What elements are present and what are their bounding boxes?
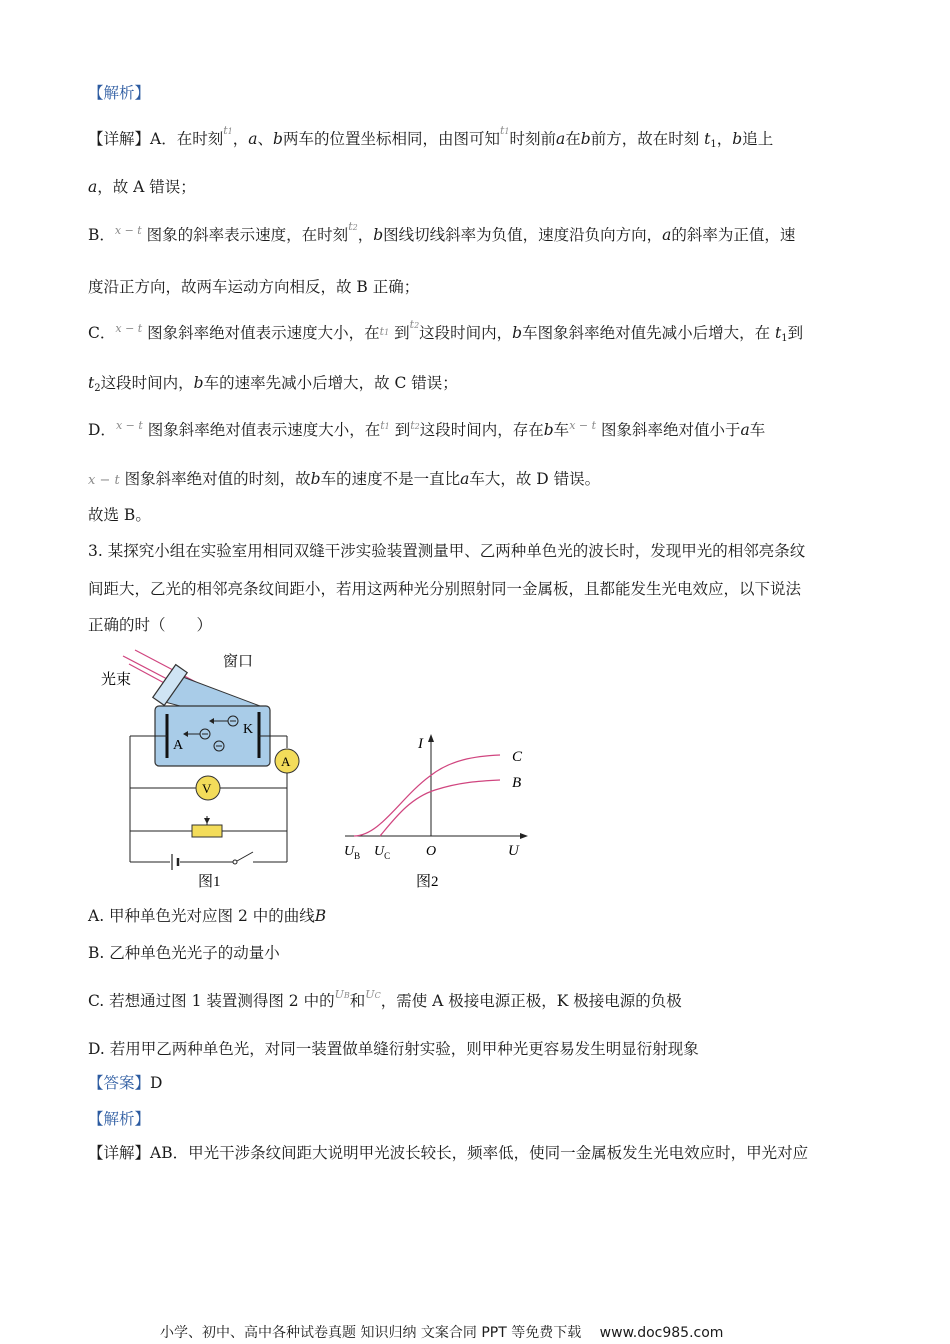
answer: 【答案】D xyxy=(88,1074,163,1092)
i-axis-label: I xyxy=(418,736,423,752)
rheostat xyxy=(192,825,222,837)
option-c: C. 若想通过图 1 装置测得图 2 中的$^{UB}$和$^{UC}$，需使 A 极接电源正极，K 极接电源的负极 xyxy=(88,988,682,1010)
question-3-line-1: 3. 某探究小组在实验室用相同双缝干涉实验装置测量甲、乙两种单色光的波长时，发现甲光的相邻亮条纹 xyxy=(88,542,806,560)
u-axis-label: U xyxy=(508,843,519,859)
para-a-line-1: 【详解】A．在时刻$^{t1}$，a、b两车的位置坐标相同，由图可知$^{t1}$时刻前a在b前方，故在时刻 t1，b追上 xyxy=(88,124,774,150)
figure-1-circuit xyxy=(95,648,310,893)
svg-text:V: V xyxy=(202,781,212,796)
ub-label: $U_B$ xyxy=(344,844,361,861)
xiangjie-tag: 【详解】 xyxy=(88,130,151,148)
para-d-line-2: x − t 图象斜率绝对值的时刻，故b车的速度不是一直比a车大，故 D 错误。 xyxy=(88,470,601,488)
conclusion: 故选 B。 xyxy=(88,506,151,524)
para-d-line-1: D．$^{x - t}$ 图象斜率绝对值表示速度大小，在$^{t1}$ 到$^{t2}$这段时间内，存在b车$^{x - t}$ 图象斜率绝对值小于a车 xyxy=(88,419,766,439)
figure-1-caption: 图1 xyxy=(198,874,221,890)
curve-c xyxy=(354,755,500,836)
para-c-line-1: C．$^{x - t}$ 图象斜率绝对值表示速度大小，在t1 到$^{t2}$这段时间内，b车图象斜率绝对值先减小后增大，在 t1到 xyxy=(88,318,804,344)
anode-label: A xyxy=(173,738,184,753)
jiexi-heading-2: 【解析】 xyxy=(88,1110,151,1128)
svg-text:A: A xyxy=(281,754,291,769)
curve-b-label: B xyxy=(512,775,522,791)
math-t1: t1 xyxy=(223,124,233,137)
origin-label: O xyxy=(426,844,437,859)
para-a-line-2: a，故 A 错误； xyxy=(88,178,196,196)
para-b-line-2: 度沿正方向，故两车运动方向相反，故 B 正确； xyxy=(88,278,420,296)
detail-ab: 【详解】AB．甲光干涉条纹间距大说明甲光波长较长，频率低，使同一金属板发生光电效应时，甲光对应 xyxy=(88,1144,809,1162)
option-b: B. 乙种单色光光子的动量小 xyxy=(88,944,280,962)
question-3-line-3: 正确的时（ ） xyxy=(88,616,213,634)
curve-b xyxy=(380,780,500,836)
window-label: 窗口 xyxy=(223,654,254,670)
curve-c-label: C xyxy=(512,749,523,765)
option-a: A. 甲种单色光对应图 2 中的曲线B xyxy=(88,907,327,925)
switch xyxy=(237,852,253,861)
footer-banner: 小学、初中、高中各种试卷真题 知识归纳 文案合同 PPT 等免费下载 www.doc985.com xyxy=(160,1325,724,1341)
light-beam-label: 光束 xyxy=(101,672,132,688)
para-c-line-2: t2这段时间内，b车的速率先减小后增大，故 C 错误； xyxy=(88,374,458,394)
uc-label: $U_C$ xyxy=(374,844,391,861)
text: A．在时刻 xyxy=(150,130,224,148)
question-3-line-2: 间距大，乙光的相邻亮条纹间距小，若用这两种光分别照射同一金属板，且都能发生光电效应，以下说法 xyxy=(88,580,802,598)
para-b-line-1: B．$^{x - t}$ 图象的斜率表示速度，在时刻$^{t2}$，b图线切线斜率为负值，速度沿负向方向，a的斜率为正值，速 xyxy=(88,220,796,244)
figure-2-iu-graph xyxy=(340,728,540,893)
cathode-label: K xyxy=(243,722,254,737)
jiexi-heading-1: 【解析】 xyxy=(88,84,151,102)
option-d: D. 若用甲乙两种单色光，对同一装置做单缝衍射实验，则甲种光更容易发生明显衍射现象 xyxy=(88,1040,699,1058)
figure-2-caption: 图2 xyxy=(416,874,439,890)
